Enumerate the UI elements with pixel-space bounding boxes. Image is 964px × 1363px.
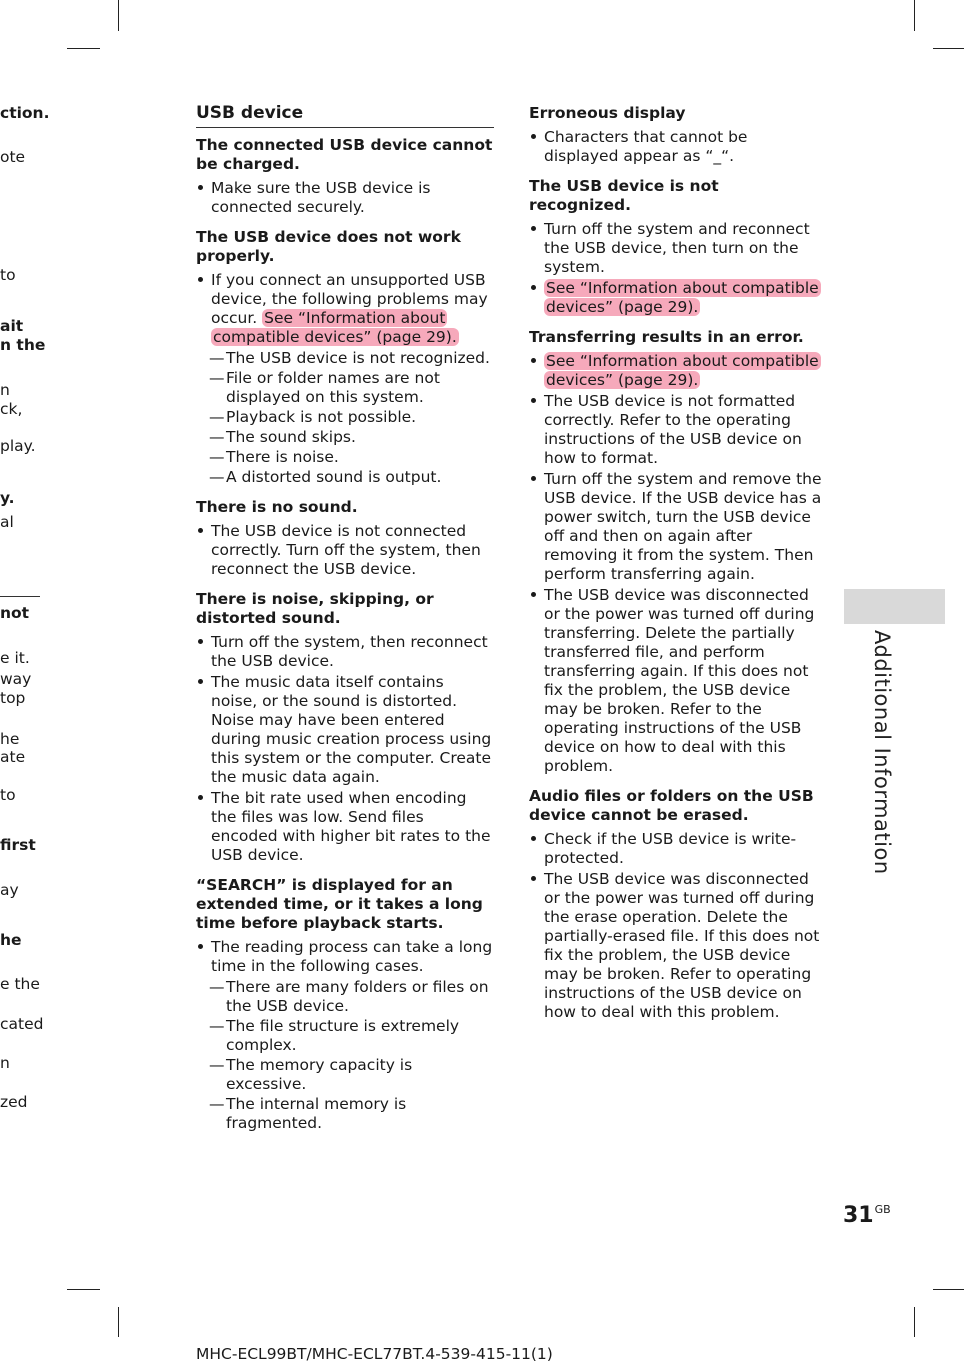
dash-item: — The internal memory is fragmented. [196,1095,494,1133]
page-number-value: 31 [843,1203,874,1228]
crop-mark [914,1307,915,1337]
faq-block [529,328,822,776]
section-title: USB device [196,104,494,128]
faq-block [196,136,494,217]
edge-fragment: not [0,604,30,622]
bullet-text: If you connect an unsupported USB device, the following problems may occur. [211,271,488,327]
edge-fragment: y. [0,489,15,507]
bullet-item: Turn off the system and reconnect the USB device, then turn on the system. [529,220,822,277]
bullet-item: Characters that cannot be displayed appear as “_“. [529,128,822,166]
question: The USB device is not recognized. [529,177,719,214]
dash-item: — There is noise. [196,448,494,467]
edge-fragment: ck, [0,400,23,418]
crop-mark [118,1307,119,1337]
edge-fragment: first [0,836,36,854]
faq-block [529,104,822,166]
bullet-item: The USB device is not connected correctly. Turn off the system, then reconnect the USB device. [196,522,494,579]
faq-block [196,876,494,1133]
edge-fragment: to [0,266,16,284]
page-reference-link[interactable]: See “Information about compatible devices” (page 29). [546,352,819,389]
dash-item: — The USB device is not recognized. [196,349,494,368]
right-column [529,104,822,1033]
dash-item: — Playback is not possible. [196,408,494,427]
edge-fragment: zed [0,1093,28,1111]
page-number [843,1203,891,1228]
edge-fragment: n the [0,336,46,354]
edge-fragment: e the [0,975,40,993]
question: The connected USB device cannot be charged. [196,136,493,173]
faq-block [196,228,494,487]
question: Transferring results in an error. [529,328,804,346]
question: Erroneous display [529,104,686,122]
dash-item: — A distorted sound is output. [196,468,494,487]
edge-fragment: cated [0,1015,44,1033]
page-reference-link[interactable]: See “Information about compatible devices” (page 29). [546,279,819,316]
question: There is noise, skipping, or distorted sound. [196,590,434,627]
edge-fragment: to [0,786,16,804]
crop-mark [118,0,119,31]
model-footer: MHC-ECL99BT/MHC-ECL77BT.4-539-415-11(1) [196,1345,553,1363]
edge-rule [0,596,40,597]
edge-fragment: ction. [0,104,50,122]
crop-mark [914,0,915,31]
dash-item: — The sound skips. [196,428,494,447]
page-number-suffix: GB [874,1203,891,1216]
previous-page-edge [0,0,50,1150]
side-section-label: Additional Information [870,630,894,875]
edge-fragment: n [0,1054,10,1072]
question: The USB device does not work properly. [196,228,461,265]
edge-fragment: ait [0,317,24,335]
edge-fragment: ay [0,881,19,899]
crop-mark [933,48,964,49]
edge-fragment: he [0,730,20,748]
bullet-item: The bit rate used when encoding the files was low. Send files encoded with higher bit rates to the USB device. [196,789,494,865]
bullet-item: The USB device was disconnected or the power was turned off during transferring. Delete the partially transferred file, and perform transferring again. If this does not fix the problem, the USB device may be broken. Refer to the operating instructions of the USB device on how to deal with this problem. [529,586,822,776]
crop-mark [67,1289,100,1290]
bullet-item: Check if the USB device is write-protected. [529,830,822,868]
edge-fragment: way [0,670,32,688]
edge-fragment: he [0,931,22,949]
dash-item: — There are many folders or files on the USB device. [196,978,494,1016]
dash-item: — The file structure is extremely complex. [196,1017,494,1055]
question: Audio files or folders on the USB device cannot be erased. [529,787,814,824]
crop-mark [933,1289,964,1290]
edge-fragment: e it. [0,649,30,667]
left-column [196,104,494,1144]
edge-fragment: n [0,381,10,399]
edge-fragment: play. [0,437,36,455]
bullet-item [529,279,822,317]
faq-block [529,787,822,1022]
bullet-item: The music data itself contains noise, or the sound is distorted. Noise may have been entered during music creation process using this system or the computer. Create the music data again. [196,673,494,787]
bullet-item [196,271,494,347]
section-tab-marker [844,589,945,624]
faq-block [529,177,822,317]
edge-fragment: ate [0,748,26,766]
question: “SEARCH” is displayed for an extended time, or it takes a long time before playback starts. [196,876,483,932]
bullet-item: Turn off the system, then reconnect the USB device. [196,633,494,671]
edge-fragment: ote [0,148,26,166]
bullet-item: Make sure the USB device is connected securely. [196,179,494,217]
dash-item: — The memory capacity is excessive. [196,1056,494,1094]
crop-mark [67,48,100,49]
page-reference-link[interactable]: See “Information about compatible devices” (page 29). [213,309,457,346]
bullet-item [529,352,822,390]
bullet-item: The USB device was disconnected or the power was turned off during the erase operation. Delete the partially-erased file. If this does not fix the problem, the USB device may be broken. Refer to operating instructions of the USB device on how to deal with this problem. [529,870,822,1022]
faq-block [196,498,494,579]
bullet-item: The USB device is not formatted correctly. Refer to the operating instructions of the USB device on how to format. [529,392,822,468]
dash-item: — File or folder names are not displayed on this system. [196,369,494,407]
edge-fragment: top [0,689,26,707]
faq-block [196,590,494,865]
bullet-item: The reading process can take a long time in the following cases. [196,938,494,976]
bullet-item: Turn off the system and remove the USB device. If the USB device has a power switch, turn the USB device off and then on again after removing it from the system. Then perform transferring again. [529,470,822,584]
question: There is no sound. [196,498,358,516]
edge-fragment: al [0,513,14,531]
